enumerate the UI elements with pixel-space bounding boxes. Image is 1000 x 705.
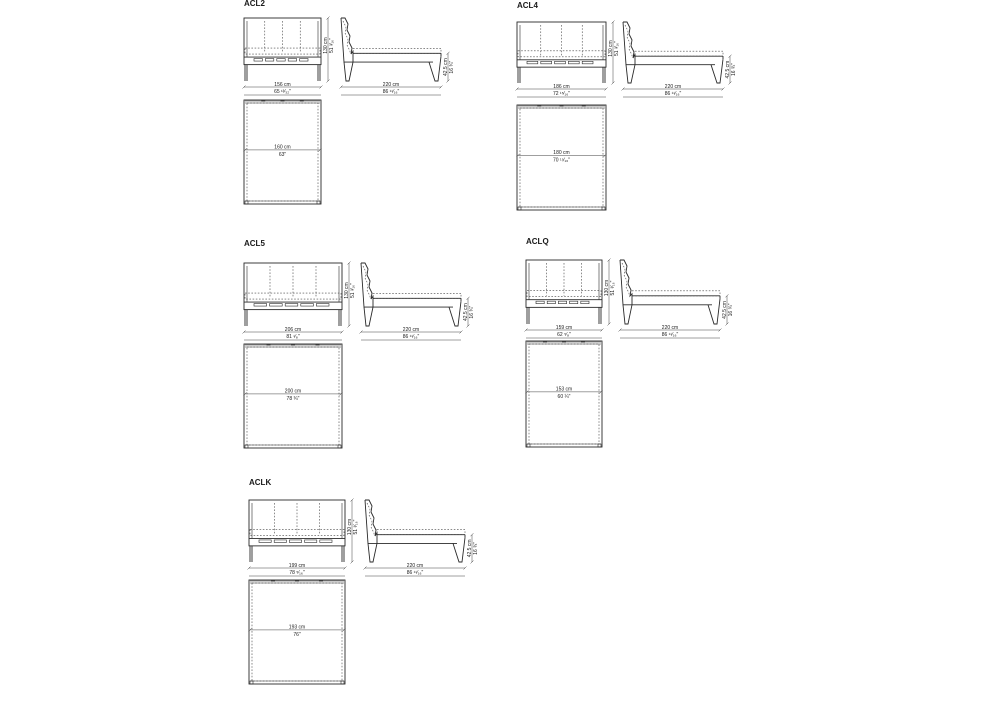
mattress-in-label: 63": [278, 151, 287, 158]
slat-support: [568, 61, 579, 64]
side-foot-leg: [708, 299, 720, 324]
plan-foot-marker: [341, 681, 344, 684]
height-in-label: 51 ³⁄₁₆": [329, 38, 335, 53]
slat-support: [316, 304, 329, 307]
front-view: [248, 499, 360, 577]
mattress-in-label: 60 ¼": [557, 393, 571, 400]
mattress-cm-label: 153 cm: [555, 386, 573, 393]
side-view: [619, 260, 735, 338]
slat-support: [582, 61, 593, 64]
length-cm-label: 220 cm: [402, 327, 420, 333]
length-cm-label: 220 cm: [661, 325, 679, 331]
width-cm-label: 156 cm: [274, 82, 291, 88]
side-headboard-outline: [341, 18, 353, 62]
length-cm-label: 220 cm: [382, 82, 400, 88]
height-cm-label: 130 cm: [608, 40, 614, 57]
slat-support: [289, 540, 301, 543]
frame-height-cm-label: 42.5 cm: [467, 539, 473, 558]
width-in-label: 65 ¹³⁄₃₂": [274, 89, 291, 95]
frame-height-in-label: 16 ¾": [449, 60, 455, 74]
length-in-label: 86 ¹¹⁄₁₆": [661, 332, 679, 338]
slat-support: [581, 301, 589, 304]
length-cm-label: 220 cm: [406, 563, 424, 569]
side-foot-leg: [453, 538, 465, 562]
slat-support: [265, 59, 273, 62]
model-code-label: ACL4: [517, 1, 538, 10]
model-aclk-group: [248, 478, 480, 684]
slat-support: [300, 59, 308, 62]
side-headboard-quilt: [363, 266, 370, 298]
slat-support: [527, 61, 538, 64]
plan-foot-marker: [338, 445, 341, 448]
width-in-label: 78 ⁵⁄₁₆": [289, 570, 305, 576]
mattress-in-label: 76": [293, 631, 301, 638]
mattress-cm-label: 200 cm: [284, 388, 302, 395]
slat-support: [536, 301, 544, 304]
mattress-cm-label: 193 cm: [288, 624, 306, 631]
side-head-leg: [364, 307, 373, 326]
frame-height-in-label: 16 ¾": [728, 303, 734, 317]
model-code-label: ACL2: [244, 0, 265, 8]
plan-foot-marker: [527, 444, 530, 447]
height-cm-label: 130 cm: [344, 282, 350, 299]
mattress-cm-label: 180 cm: [553, 149, 570, 156]
plan-foot-marker: [250, 681, 253, 684]
side-view: [340, 18, 456, 95]
width-in-label: 62 ⁵⁄₈": [557, 332, 571, 338]
side-mattress-outline: [377, 530, 465, 535]
plan-view: [244, 344, 343, 448]
width-in-label: 81 ¹⁄₈": [286, 334, 300, 340]
frame-height-in-label: 16 ¾": [473, 541, 479, 555]
side-view: [364, 500, 480, 576]
slat-support: [541, 61, 552, 64]
slat-support: [305, 540, 317, 543]
model-code-label: ACLK: [249, 478, 272, 487]
frame-height-in-label: 16 ¾": [731, 63, 737, 77]
length-cm-label: 220 cm: [664, 84, 682, 90]
frame-height-cm-label: 42.5 cm: [463, 303, 469, 322]
mattress-in-label: 70 ¹⁵⁄₁₆": [552, 157, 571, 164]
slat-support: [254, 59, 262, 62]
height-in-label: 51 ³⁄₁₆": [614, 41, 620, 56]
slat-support: [288, 59, 296, 62]
model-code-label: ACLQ: [526, 237, 549, 246]
length-in-label: 86 ¹¹⁄₁₆": [382, 89, 400, 95]
slat-support: [270, 304, 283, 307]
length-in-label: 86 ¹¹⁄₁₆": [664, 91, 682, 97]
height-cm-label: 130 cm: [347, 518, 353, 536]
height-in-label: 51 ³⁄₁₆": [350, 283, 356, 298]
side-mattress-outline: [635, 51, 723, 56]
model-code-label: ACL5: [244, 239, 265, 248]
height-cm-label: 130 cm: [604, 279, 610, 297]
slat-support: [301, 304, 314, 307]
side-head-leg: [344, 62, 353, 81]
frame-height-in-label: 16 ¾": [469, 305, 475, 319]
plan-view: [517, 105, 607, 210]
mattress-outline: [527, 291, 601, 297]
side-headboard-outline: [623, 22, 635, 65]
side-headboard-outline: [620, 260, 632, 305]
side-headboard-quilt: [343, 21, 350, 53]
frame-height-cm-label: 42.5 cm: [725, 60, 731, 79]
slat-support: [558, 301, 566, 304]
plan-view: [244, 100, 322, 204]
slat-support: [259, 540, 271, 543]
slat-support: [254, 304, 267, 307]
plan-view: [526, 341, 603, 447]
side-mattress-outline: [353, 48, 441, 53]
slat-support: [277, 59, 285, 62]
front-view: [516, 21, 621, 98]
slat-support: [547, 301, 555, 304]
side-foot-leg: [429, 56, 441, 81]
length-in-label: 86 ¹¹⁄₁₆": [406, 570, 424, 576]
length-in-label: 86 ¹¹⁄₁₆": [402, 334, 420, 340]
model-acl4-group: [516, 1, 738, 210]
side-head-leg: [626, 65, 635, 83]
model-acl5-group: [243, 239, 476, 448]
frame-height-cm-label: 42.5 cm: [722, 301, 728, 319]
slat-support: [320, 540, 332, 543]
plan-foot-marker: [598, 444, 601, 447]
model-aclq-group: [525, 237, 735, 447]
side-head-leg: [623, 305, 632, 324]
plan-view: [249, 580, 346, 684]
front-view: [243, 17, 336, 96]
width-in-label: 72 ¹⁵⁄₁₆": [552, 91, 571, 97]
side-headboard-quilt: [367, 503, 374, 535]
side-view: [360, 263, 476, 340]
width-cm-label: 186 cm: [553, 84, 570, 90]
model-acl2-group: [243, 0, 456, 204]
mattress-in-label: 78 ¾": [286, 395, 300, 402]
front-view: [525, 259, 617, 339]
width-cm-label: 159 cm: [555, 325, 573, 331]
side-headboard-quilt: [625, 25, 632, 56]
slat-support: [555, 61, 566, 64]
slat-support: [570, 301, 578, 304]
side-headboard-quilt: [622, 263, 629, 296]
plan-foot-marker: [245, 445, 248, 448]
slat-support: [285, 304, 298, 307]
front-view: [243, 262, 357, 341]
side-mattress-outline: [632, 291, 720, 296]
height-cm-label: 130 cm: [323, 37, 329, 54]
side-view: [622, 22, 738, 97]
width-cm-label: 206 cm: [284, 327, 302, 333]
side-headboard-outline: [365, 500, 377, 543]
frame-height-cm-label: 42.5 cm: [443, 58, 449, 77]
side-head-leg: [368, 543, 377, 562]
side-mattress-outline: [373, 293, 461, 298]
height-in-label: 51 ³⁄₁₆": [353, 519, 359, 535]
height-in-label: 51 ³⁄₁₆": [610, 280, 616, 296]
width-cm-label: 199 cm: [288, 563, 306, 569]
side-foot-leg: [449, 301, 461, 326]
mattress-cm-label: 160 cm: [274, 144, 291, 151]
side-headboard-outline: [361, 263, 373, 307]
slat-support: [274, 540, 286, 543]
side-foot-leg: [711, 59, 723, 83]
